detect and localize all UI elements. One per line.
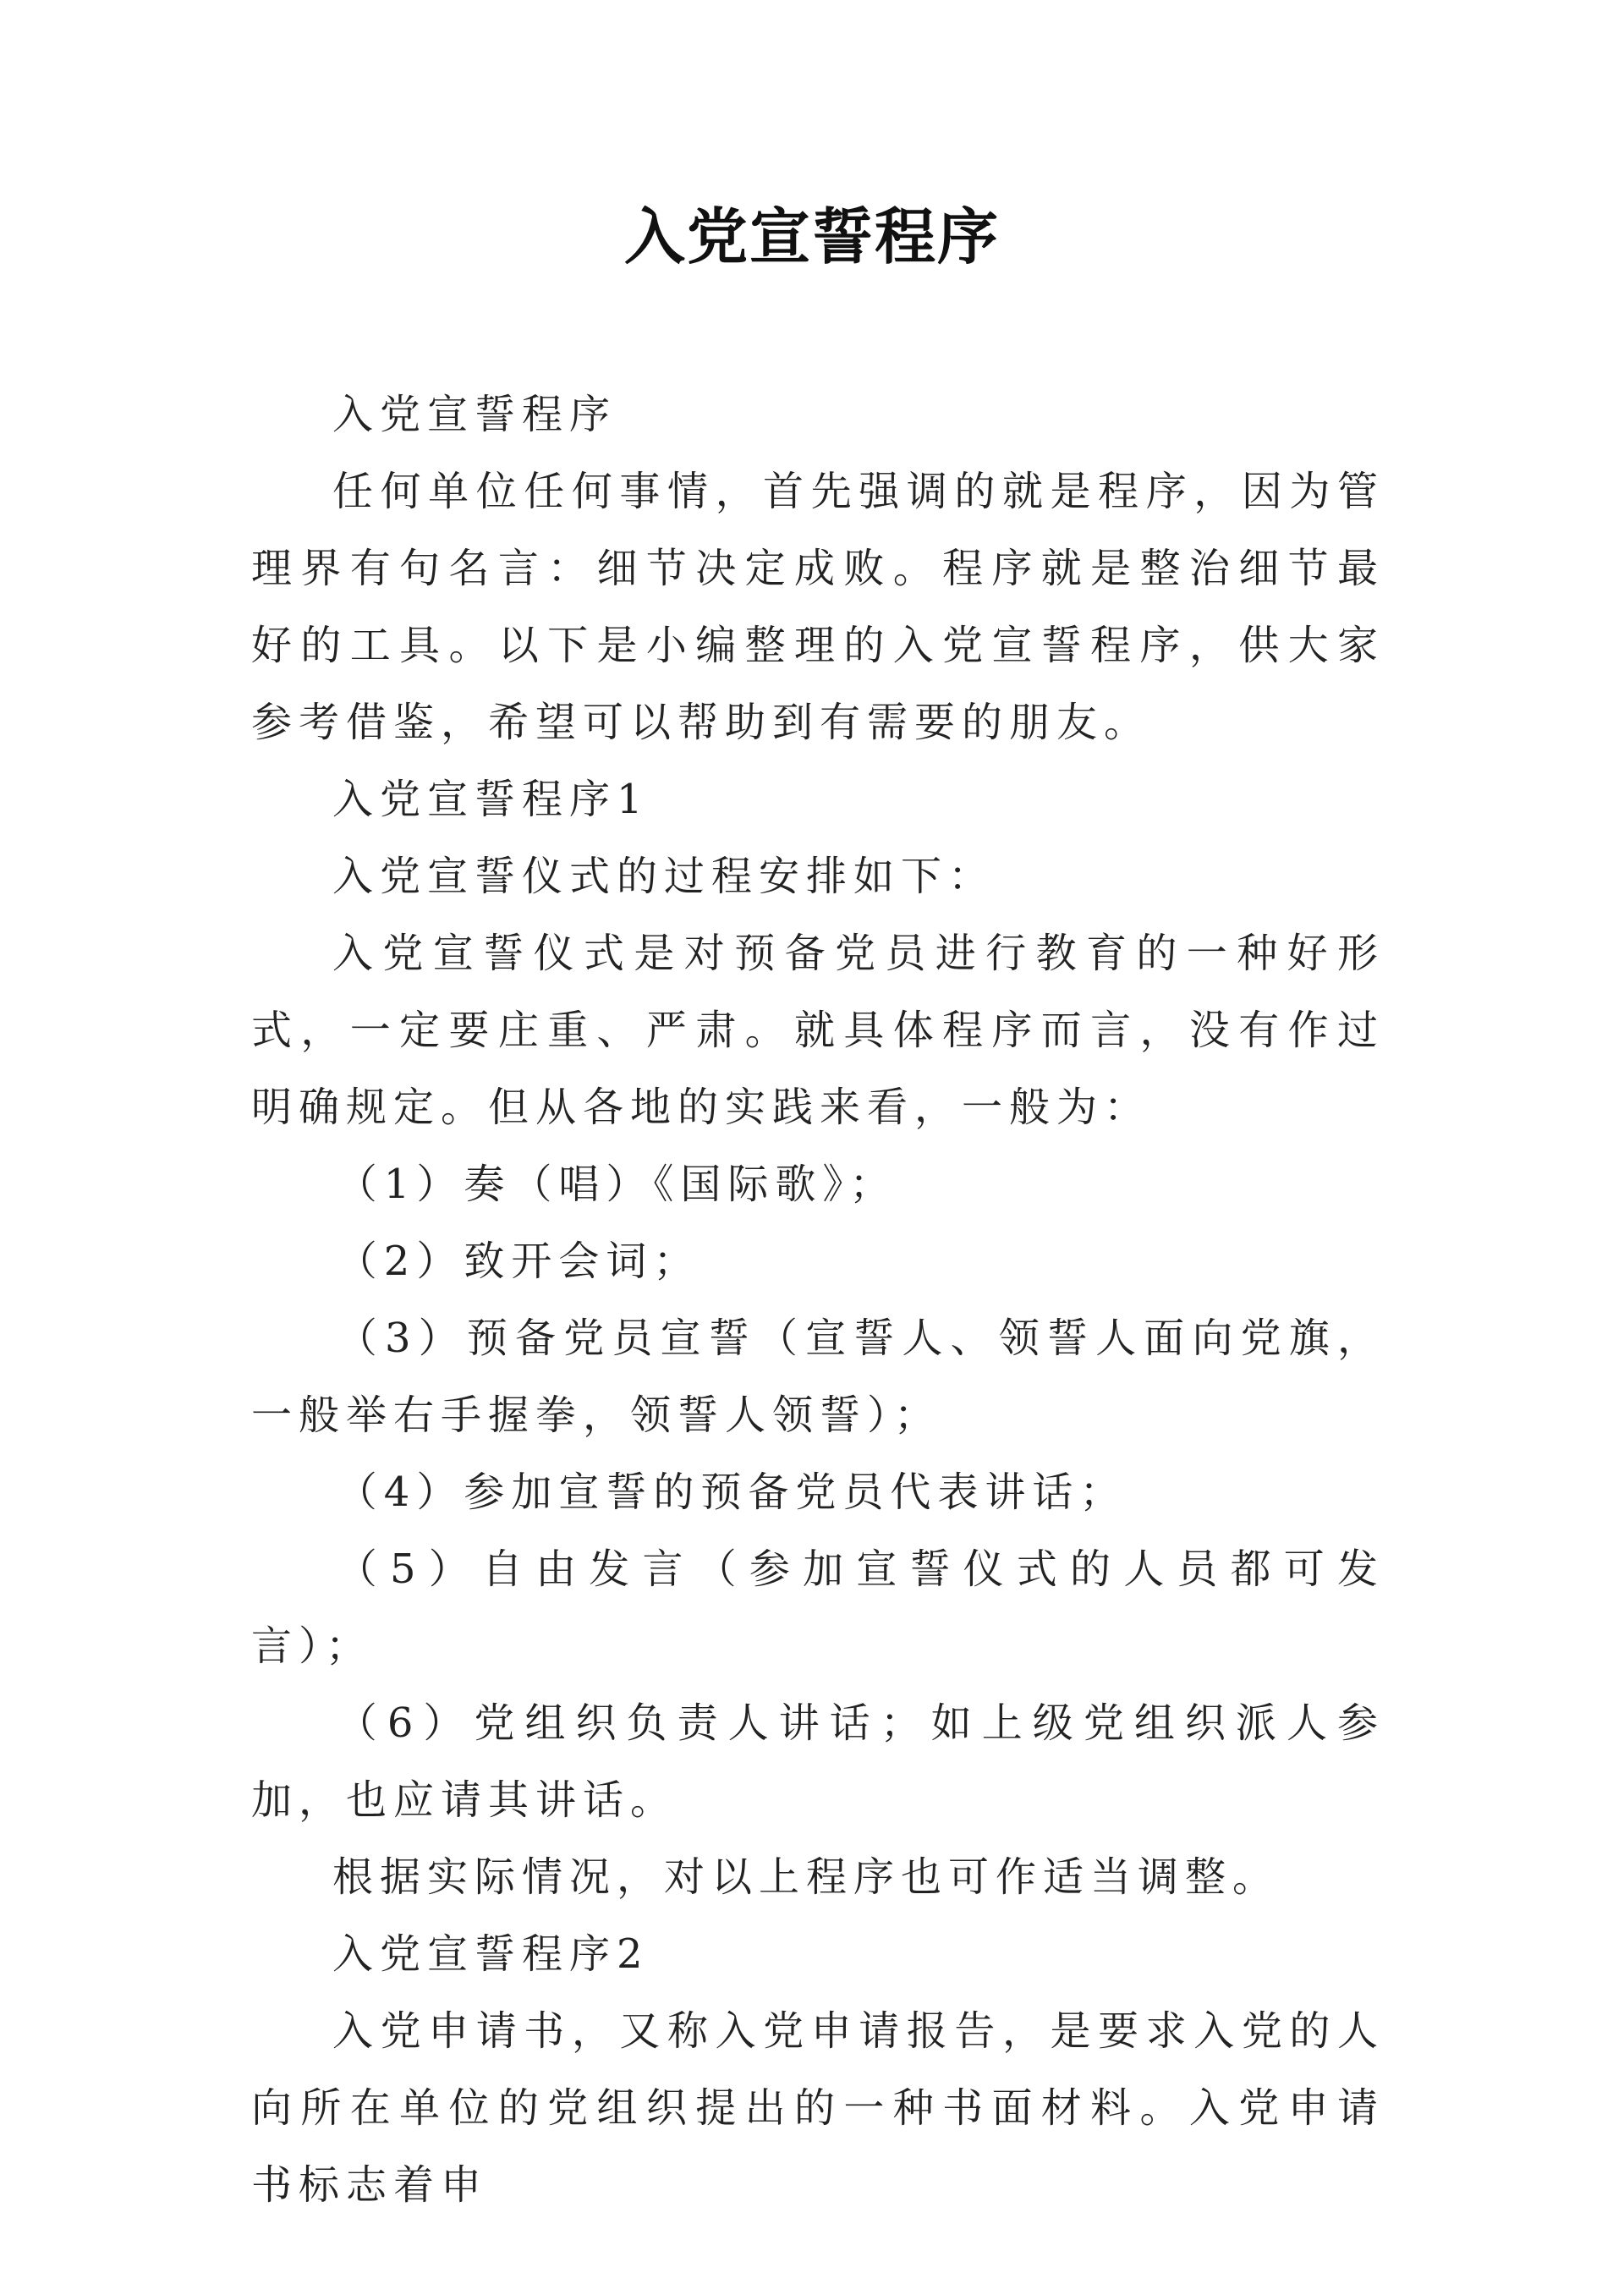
- paragraph: 根据实际情况，对以上程序也可作适当调整。: [332, 1853, 1281, 1901]
- paragraph: 入党宣誓仪式的过程安排如下：: [332, 853, 996, 900]
- paragraph: 入党申请书，又称入党申请报告，是要求入党的人向所在单位的党组织提出的一种书面材料。入党申请书标志着申: [251, 2007, 1385, 2209]
- list-item: （2）致开会词；: [336, 1238, 701, 1285]
- list-item: （1）奏（唱）《国际歌》；: [336, 1161, 897, 1208]
- list-item: （4）参加宣誓的预备党员代表讲话；: [336, 1469, 1127, 1516]
- list-item: （6）党组织负责人讲话；如上级党组织派人参加，也应请其讲话。: [251, 1699, 1385, 1824]
- paragraph-intro: 任何单位任何事情，首先强调的就是程序，因为管理界有句名言：细节决定成败。程序就是整治细节最好的工具。以下是小编整理的入党宣誓程序，供大家参考借鉴，希望可以帮助到有需要的朋友。: [251, 468, 1385, 746]
- document-body: [251, 376, 1385, 2224]
- document-title: 入党宣誓程序: [623, 200, 1000, 272]
- list-item: （3）预备党员宣誓（宣誓人、领誓人面向党旗，一般举右手握拳，领誓人领誓）；: [251, 1315, 1385, 1439]
- paragraph-subtitle: 入党宣誓程序: [332, 391, 617, 438]
- paragraph: 入党宣誓仪式是对预备党员进行教育的一种好形式，一定要庄重、严肃。就具体程序而言，没有作过明确规定。但从各地的实践来看，一般为：: [251, 930, 1385, 1131]
- section-heading-2: 入党宣誓程序2: [332, 1930, 650, 1978]
- list-item: （5）自由发言（参加宣誓仪式的人员都可发言）；: [251, 1546, 1385, 1670]
- section-heading-1: 入党宣誓程序1: [332, 776, 650, 823]
